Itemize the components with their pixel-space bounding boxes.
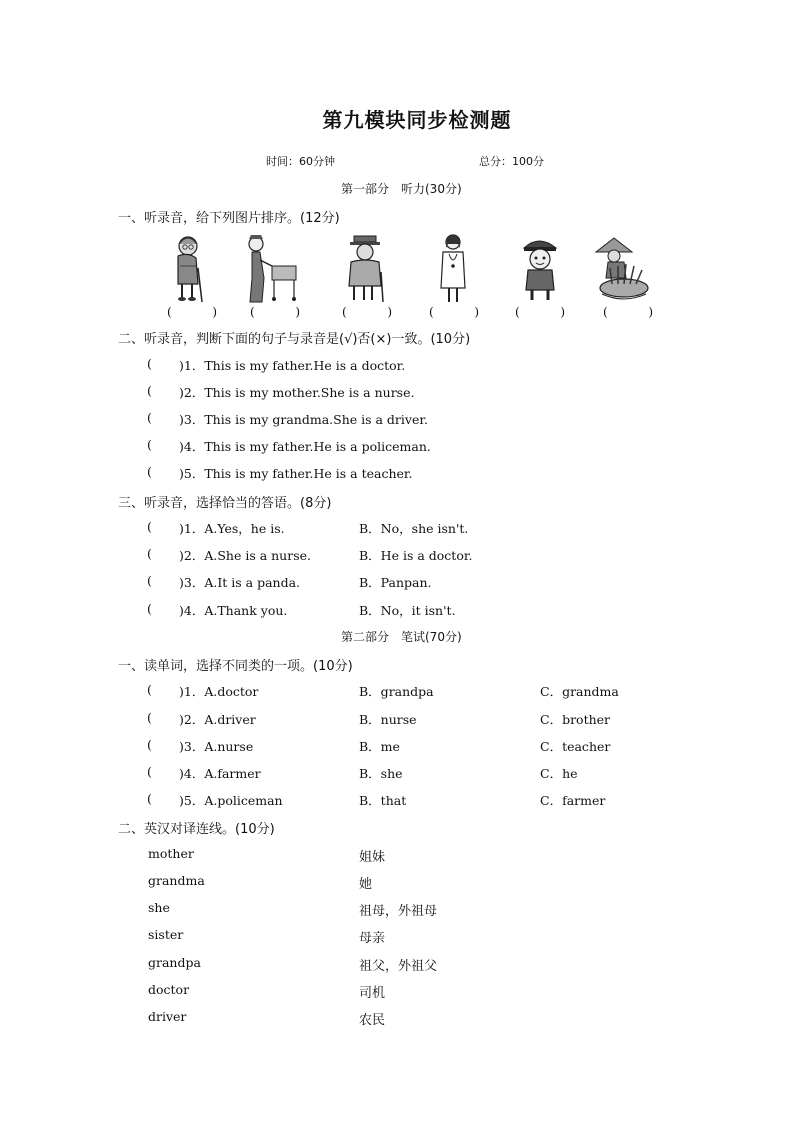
- answer-blank[interactable]: (: [147, 737, 152, 752]
- nurse-icon: [238, 232, 300, 304]
- list-item: )4．This is my father.He is a policeman.: [179, 439, 431, 454]
- option-a: )5．A.policeman: [179, 793, 283, 808]
- option-a: )3．A.It is a panda.: [179, 575, 301, 590]
- option-c: C．teacher: [540, 739, 611, 754]
- time-info: 时间：60分钟: [266, 155, 335, 168]
- option-b: B．she: [359, 766, 403, 781]
- answer-blank[interactable]: (: [147, 410, 152, 425]
- chinese-word[interactable]: 姐妹: [359, 850, 386, 865]
- answer-blank[interactable]: (: [147, 764, 152, 779]
- written-1-heading: 一、读单词，选择不同类的一项。(10分): [118, 659, 353, 674]
- chinese-word[interactable]: 农民: [359, 1013, 386, 1028]
- english-word[interactable]: grandma: [148, 873, 205, 888]
- chinese-word[interactable]: 司机: [359, 986, 386, 1001]
- doctor-icon: [423, 232, 485, 304]
- section-1-heading: 一、听录音，给下列图片排序。(12分): [118, 211, 340, 226]
- option-c: C．farmer: [540, 793, 606, 808]
- option-c: C．grandma: [540, 684, 619, 699]
- answer-blank[interactable]: (: [147, 356, 152, 371]
- chinese-word[interactable]: 祖父，外祖父: [359, 959, 438, 974]
- english-word[interactable]: mother: [148, 846, 194, 861]
- answer-blank[interactable]: (: [147, 573, 152, 588]
- english-word[interactable]: sister: [148, 927, 184, 942]
- answer-blank[interactable]: (: [147, 682, 152, 697]
- written-2-heading: 二、英汉对译连线。(10分): [118, 822, 275, 837]
- option-b: B．No，it isn't.: [359, 603, 456, 618]
- grandpa-icon: [336, 232, 398, 304]
- option-a: )2．A.driver: [179, 712, 256, 727]
- list-item: )2．This is my mother.She is a nurse.: [179, 385, 415, 400]
- english-word[interactable]: grandpa: [148, 955, 201, 970]
- english-word[interactable]: she: [148, 900, 170, 915]
- answer-blank-pic-2[interactable]: ( ): [250, 305, 300, 319]
- option-a: )4．A.farmer: [179, 766, 261, 781]
- option-b: B．grandpa: [359, 684, 434, 699]
- answer-blank-pic-6[interactable]: ( ): [603, 305, 653, 319]
- option-a: )1．A.Yes，he is.: [179, 521, 285, 536]
- option-c: C．he: [540, 766, 578, 781]
- answer-blank[interactable]: (: [147, 791, 152, 806]
- option-b: B．He is a doctor.: [359, 548, 473, 563]
- option-a: )3．A.nurse: [179, 739, 254, 754]
- section-2-heading: 二、听录音，判断下面的句子与录音是(√)否(×)一致。(10分): [118, 332, 471, 347]
- option-a: )4．A.Thank you.: [179, 603, 288, 618]
- option-b: B．No，she isn't.: [359, 521, 469, 536]
- section-3-heading: 三、听录音，选择恰当的答语。(8分): [118, 496, 332, 511]
- english-word[interactable]: driver: [148, 1009, 187, 1024]
- answer-blank[interactable]: (: [147, 601, 152, 616]
- answer-blank-pic-4[interactable]: ( ): [429, 305, 479, 319]
- english-word[interactable]: doctor: [148, 982, 190, 997]
- answer-blank-pic-5[interactable]: ( ): [515, 305, 565, 319]
- answer-blank[interactable]: (: [147, 546, 152, 561]
- chinese-word[interactable]: 母亲: [359, 931, 386, 946]
- list-item: )1．This is my father.He is a doctor.: [179, 358, 406, 373]
- part-two-heading: 第二部分 笔试(70分): [341, 630, 462, 644]
- option-a: )1．A.doctor: [179, 684, 259, 699]
- option-b: B．that: [359, 793, 407, 808]
- option-b: B．nurse: [359, 712, 417, 727]
- part-one-heading: 第一部分 听力(30分): [341, 182, 462, 196]
- option-b: B．me: [359, 739, 400, 754]
- answer-blank[interactable]: (: [147, 519, 152, 534]
- option-b: B．Panpan.: [359, 575, 432, 590]
- answer-blank-pic-1[interactable]: ( ): [167, 305, 217, 319]
- option-c: C．brother: [540, 712, 611, 727]
- policeman-icon: [510, 232, 572, 304]
- chinese-word[interactable]: 祖母，外祖母: [359, 904, 438, 919]
- answer-blank[interactable]: (: [147, 437, 152, 452]
- score-info: 总分：100分: [479, 155, 544, 168]
- answer-blank[interactable]: (: [147, 464, 152, 479]
- page-title: 第九模块同步检测题: [322, 108, 512, 132]
- answer-blank[interactable]: (: [147, 383, 152, 398]
- chinese-word[interactable]: 她: [359, 877, 373, 892]
- answer-blank[interactable]: (: [147, 710, 152, 725]
- list-item: )5．This is my father.He is a teacher.: [179, 466, 413, 481]
- farmer-icon: [590, 232, 652, 304]
- grandma-icon: [160, 232, 222, 304]
- option-a: )2．A.She is a nurse.: [179, 548, 311, 563]
- answer-blank-pic-3[interactable]: ( ): [342, 305, 392, 319]
- list-item: )3．This is my grandma.She is a driver.: [179, 412, 428, 427]
